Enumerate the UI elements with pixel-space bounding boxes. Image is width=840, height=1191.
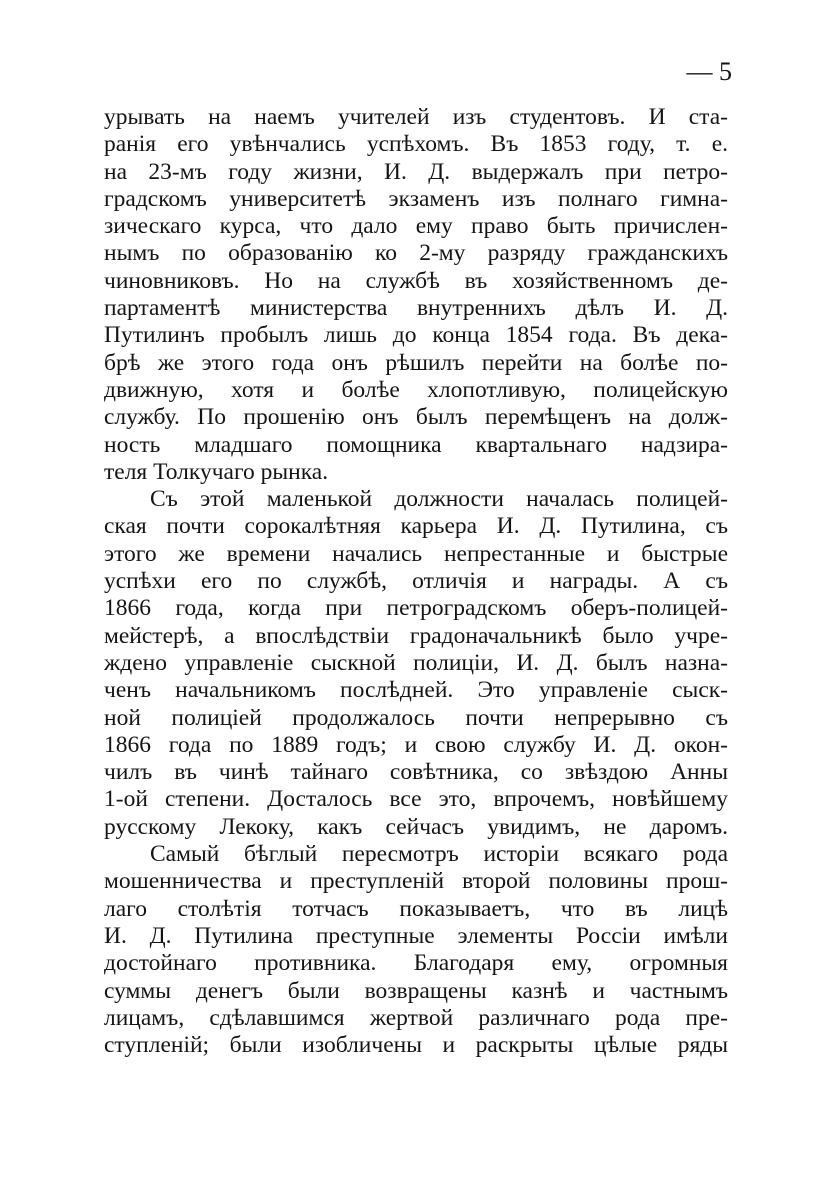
text-line: суммы денегъ были возвращены казнѣ и частнымъ	[104, 977, 728, 1004]
text-line: мошенничества и преступленій второй половины прош-	[104, 868, 728, 895]
text-line: 1866 года, когда при петроградскомъ оберъ-полицей-	[104, 595, 728, 622]
text-line: Путилинъ пробылъ лишь до конца 1854 года. Въ дека-	[104, 322, 728, 349]
text-line: на 23-мъ году жизни, И. Д. выдержалъ при петро-	[104, 158, 728, 185]
text-line: чилъ въ чинѣ тайнаго совѣтника, со звѣздою Анны	[104, 759, 728, 786]
text-line: урывать на наемъ учителей изъ студентовъ. И ста-	[104, 104, 728, 130]
text-line: зическаго курса, что дало ему право быть причислен-	[104, 213, 728, 240]
paragraph-3	[104, 841, 728, 1059]
text-line: ченъ начальникомъ послѣдней. Это управленіе сыск-	[104, 677, 728, 704]
text-line: брѣ же этого года онъ рѣшилъ перейти на болѣе по-	[104, 349, 728, 376]
text-line: ская почти сорокалѣтняя карьера И. Д. Путилина, съ	[104, 513, 728, 540]
text-line: движную, хотя и болѣе хлопотливую, полицейскую	[104, 376, 728, 403]
body-text	[104, 104, 728, 1059]
text-line: ждено управленіе сыскной полиціи, И. Д. былъ назна-	[104, 649, 728, 676]
paragraph-1	[104, 104, 728, 486]
text-line: ной полиціей продолжалось почти непрерывно съ	[104, 704, 728, 731]
text-line: теля Толкучаго рынка.	[104, 458, 329, 485]
page-number: — 5	[686, 57, 732, 86]
text-line: русскому Лекоку, какъ сейчасъ увидимъ, не даромъ.	[104, 813, 728, 840]
text-line: нымъ по образованію ко 2-му разряду гражданскихъ	[104, 240, 728, 267]
text-line: И. Д. Путилина преступные элементы Россіи имѣли	[104, 922, 728, 949]
text-line: службу. По прошенію онъ былъ перемѣщенъ на долж-	[104, 404, 728, 431]
text-line: партаментѣ министерства внутреннихъ дѣлъ И. Д.	[104, 295, 728, 322]
text-line: 1-ой степени. Досталось все это, впрочемъ, новѣйшему	[104, 786, 728, 813]
text-line: чиновниковъ. Но на службѣ въ хозяйственномъ де-	[104, 267, 728, 294]
text-line: 1866 года по 1889 годъ; и свою службу И. Д. окон-	[104, 731, 728, 758]
text-line: лицамъ, сдѣлавшимся жертвой различнаго рода пре-	[104, 1004, 728, 1031]
text-line: Съ этой маленькой должности началась полицей-	[150, 486, 728, 513]
text-line: лаго столѣтія тотчасъ показываетъ, что въ лицѣ	[104, 895, 728, 922]
text-line: градскомъ университетѣ экзаменъ изъ полнаго гимна-	[104, 185, 728, 212]
text-line: ступленій; были изобличены и раскрыты цѣлые ряды	[104, 1032, 728, 1059]
text-line: мейстерѣ, а впослѣдствіи градоначальникѣ было учре-	[104, 622, 728, 649]
text-line: ность младшаго помощника квартальнаго надзира-	[104, 431, 728, 458]
text-line: этого же времени начались непрестанные и быстрые	[104, 540, 728, 567]
text-line: успѣхи его по службѣ, отличія и награды. А съ	[104, 568, 728, 595]
text-line: ранія его увѣнчались успѣхомъ. Въ 1853 году, т. е.	[104, 131, 728, 158]
paragraph-2	[104, 486, 728, 841]
text-line: Самый бѣглый пересмотръ исторіи всякаго рода	[150, 841, 728, 868]
text-line: достойнаго противника. Благодаря ему, огромныя	[104, 950, 728, 977]
